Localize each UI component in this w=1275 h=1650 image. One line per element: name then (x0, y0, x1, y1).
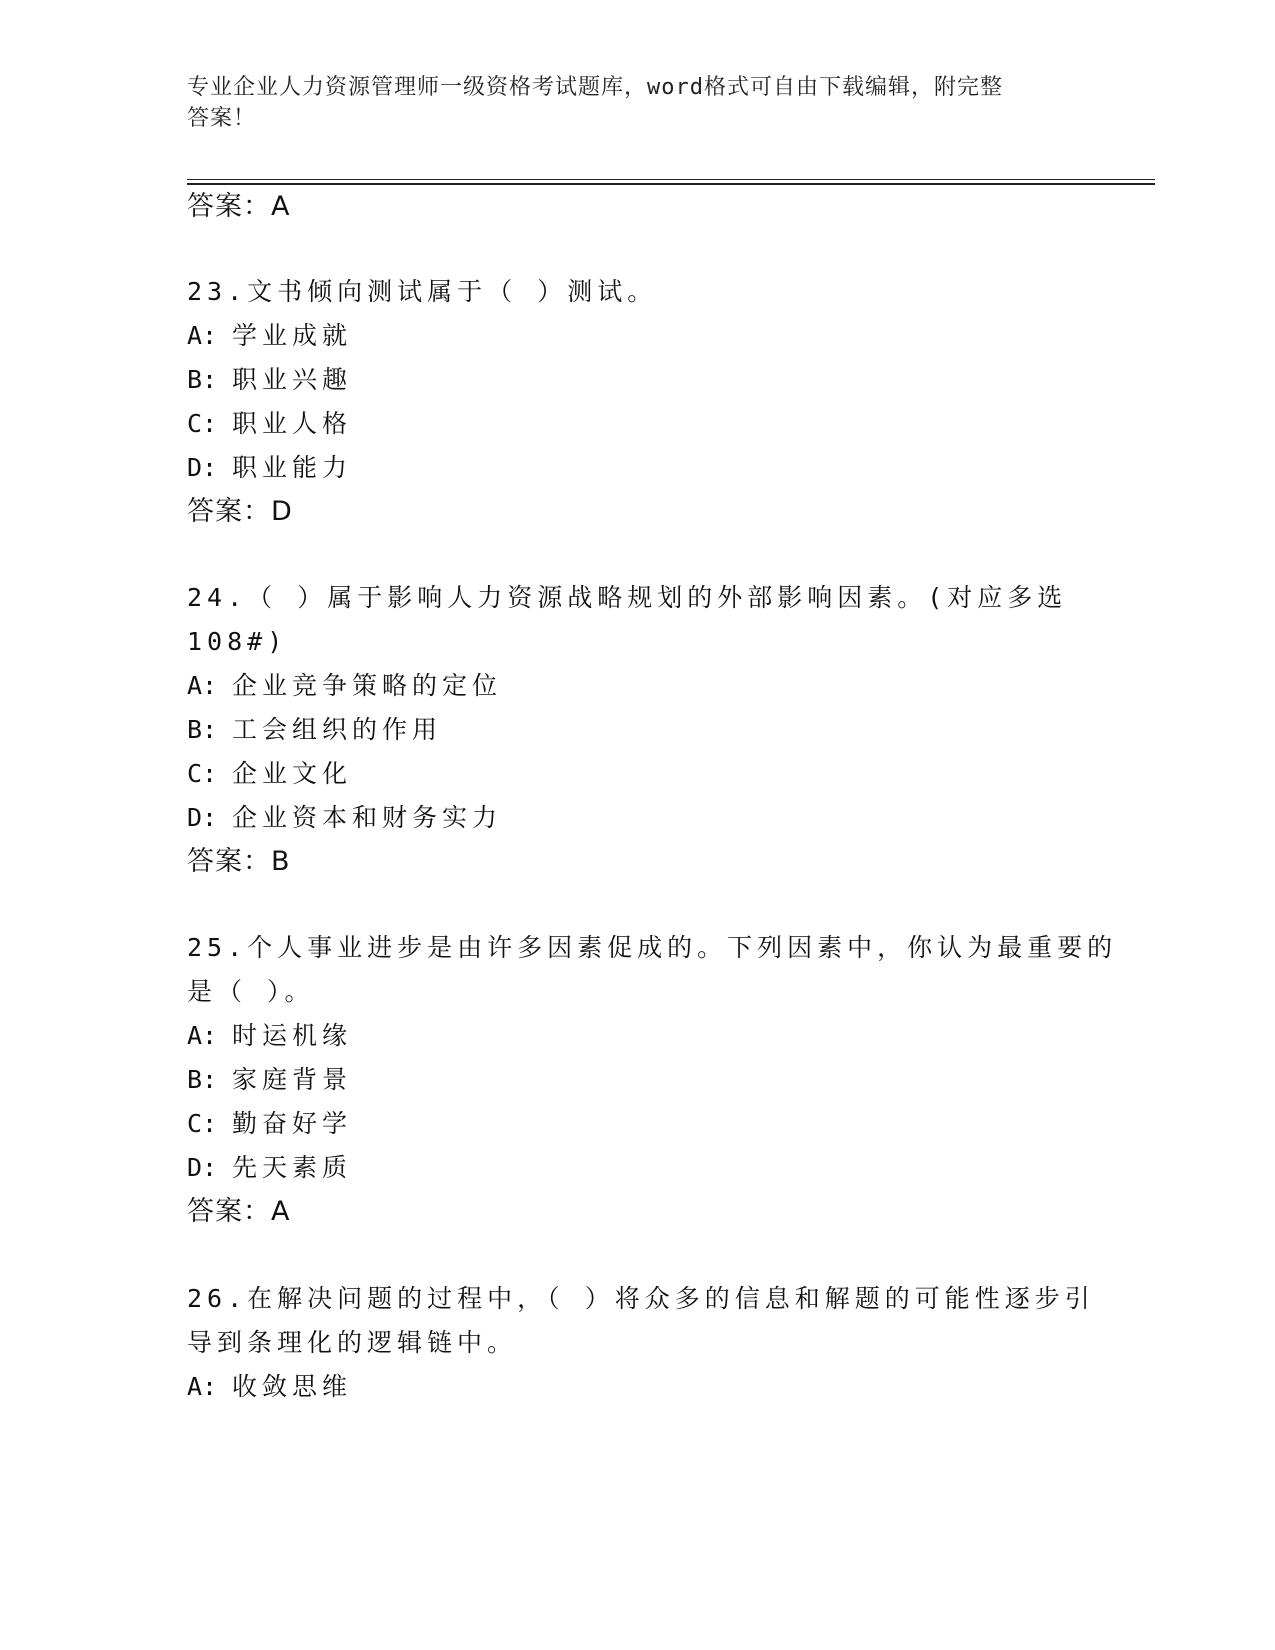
question-25-stem-line-2: 是（ ）。 (187, 977, 315, 1006)
option-text: 企业资本和财务实力 (232, 803, 503, 832)
option-letter: B: (187, 365, 218, 394)
question-24-option-c (187, 758, 352, 790)
question-23-option-d (187, 452, 352, 484)
option-text: 学业成就 (232, 321, 353, 350)
question-24-answer: 答案：B (187, 846, 291, 877)
question-25-option-a (187, 1020, 352, 1052)
question-23-answer: 答案：D (187, 496, 293, 527)
option-text: 职业兴趣 (232, 365, 353, 394)
previous-question-answer: 答案：A (187, 191, 291, 222)
question-24-option-b (187, 714, 442, 746)
option-letter: A: (187, 1372, 218, 1401)
question-25-option-b (187, 1064, 352, 1096)
question-23-stem: 23.文书倾向测试属于（ ）测试。 (187, 277, 658, 306)
question-24-option-d (187, 802, 502, 834)
option-letter: A: (187, 1021, 218, 1050)
header-divider-top (187, 179, 1155, 180)
option-letter: A: (187, 671, 218, 700)
question-24-option-a (187, 670, 502, 702)
question-25-option-c (187, 1108, 352, 1140)
question-24-stem-line-2: 108#) (187, 627, 288, 656)
option-letter: C: (187, 759, 218, 788)
option-letter: B: (187, 715, 218, 744)
question-26-option-a (187, 1371, 352, 1403)
option-text: 收敛思维 (232, 1372, 353, 1401)
option-text: 职业能力 (232, 453, 353, 482)
option-letter: D: (187, 803, 218, 832)
question-26-stem-line-2: 导到条理化的逻辑链中。 (187, 1328, 518, 1357)
question-25-answer: 答案：A (187, 1196, 291, 1227)
option-letter: C: (187, 1109, 218, 1138)
question-23-option-b (187, 364, 352, 396)
question-26-stem-line-1: 26.在解决问题的过程中，（ ）将众多的信息和解题的可能性逐步引 (187, 1284, 1095, 1313)
option-text: 时运机缘 (232, 1021, 353, 1050)
option-letter: B: (187, 1065, 218, 1094)
option-text: 工会组织的作用 (232, 715, 443, 744)
option-text: 先天素质 (232, 1153, 353, 1182)
question-25-option-d (187, 1152, 352, 1184)
option-letter: A: (187, 321, 218, 350)
option-text: 家庭背景 (232, 1065, 353, 1094)
option-text: 企业竞争策略的定位 (232, 671, 503, 700)
option-text: 勤奋好学 (232, 1109, 353, 1138)
header-divider-bottom (187, 183, 1155, 185)
option-text: 企业文化 (232, 759, 353, 788)
option-letter: C: (187, 409, 218, 438)
question-25-stem-line-1: 25.个人事业进步是由许多因素促成的。下列因素中，你认为最重要的 (187, 933, 1118, 962)
option-letter: D: (187, 453, 218, 482)
question-24-stem-line-1: 24.（ ）属于影响人力资源战略规划的外部影响因素。(对应多选 (187, 583, 1068, 612)
page-header (187, 72, 1067, 134)
question-23-option-a (187, 320, 352, 352)
header-line-1: 专业企业人力资源管理师一级资格考试题库，word格式可自由下载编辑，附完整 (187, 75, 1003, 100)
question-23-option-c (187, 408, 352, 440)
header-line-2: 答案！ (187, 106, 257, 131)
option-text: 职业人格 (232, 409, 353, 438)
option-letter: D: (187, 1153, 218, 1182)
